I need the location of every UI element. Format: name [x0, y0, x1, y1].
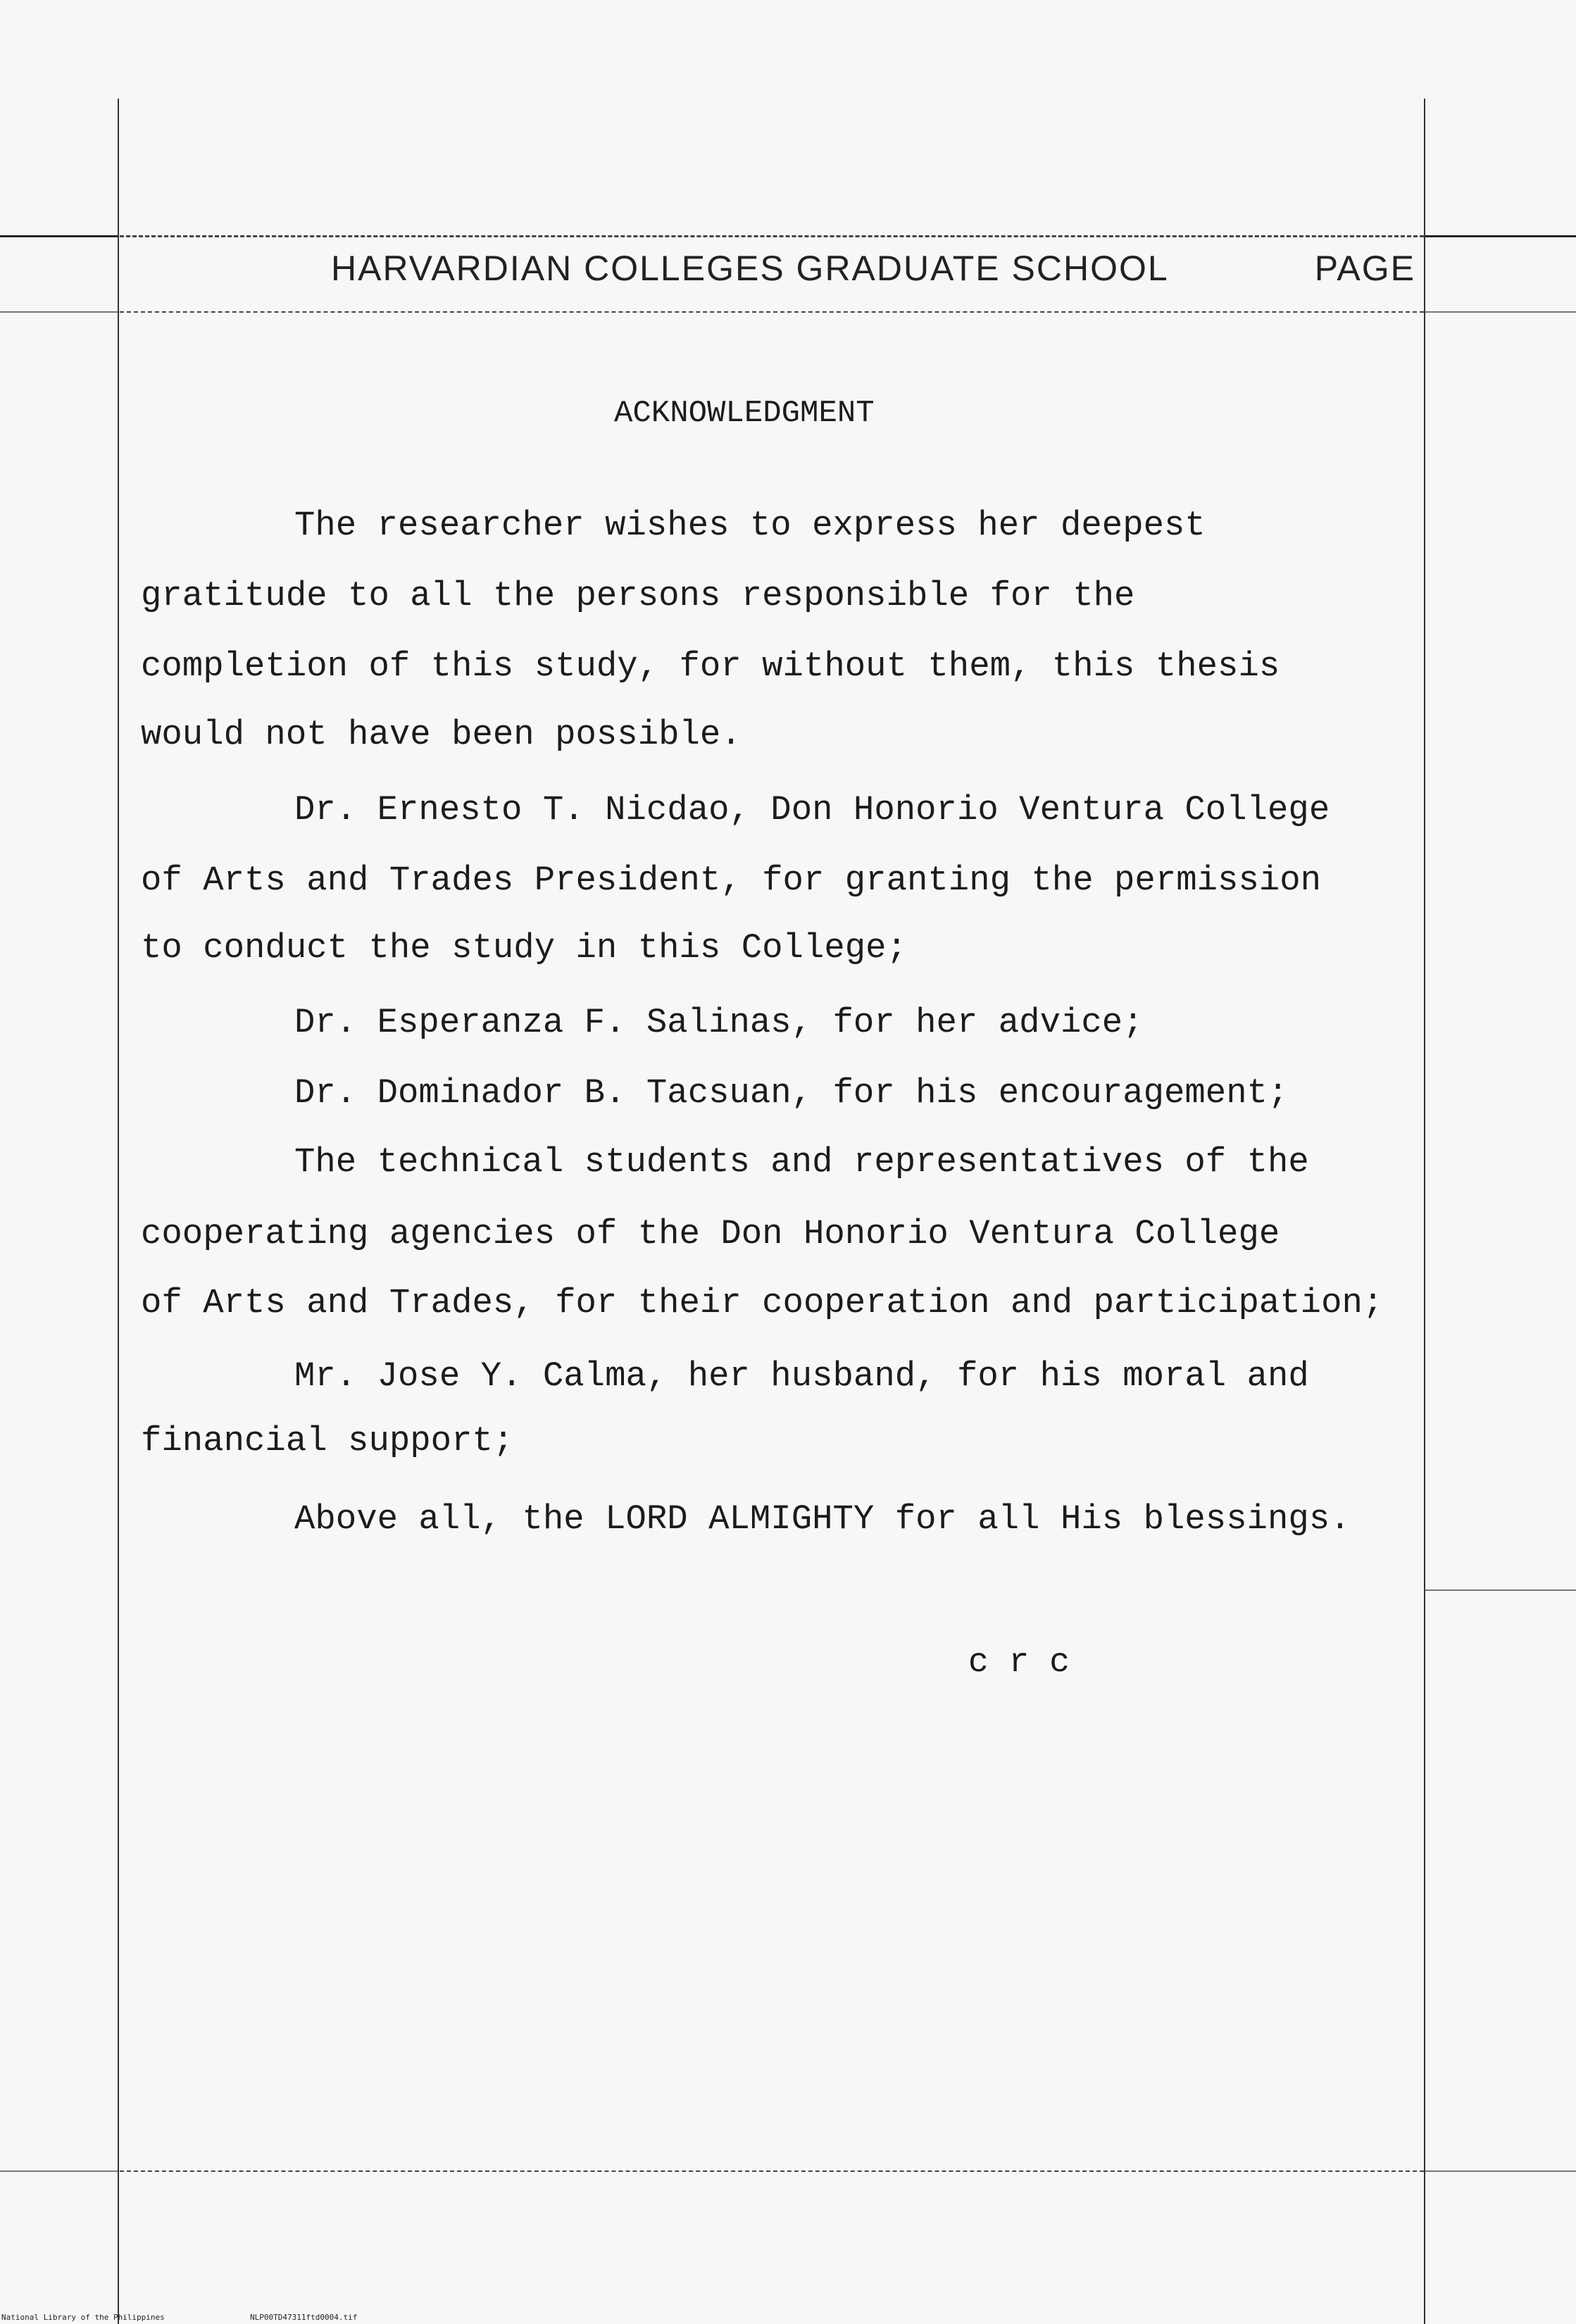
body-line: cooperating agencies of the Don Honorio Ventura College	[141, 1214, 1280, 1254]
body-line: Dr. Dominador B. Tacsuan, for his encouragement;	[294, 1073, 1289, 1113]
school-name: HARVARDIAN COLLEGES GRADUATE SCHOOL	[331, 249, 1169, 288]
document-heading: ACKNOWLEDGMENT	[614, 396, 875, 431]
body-line: Dr. Ernesto T. Nicdao, Don Honorio Ventura College	[294, 790, 1330, 830]
footer-rule-left	[0, 2170, 118, 2172]
body-line: The researcher wishes to express her deepest	[294, 506, 1206, 545]
author-initials: c r c	[968, 1644, 1070, 1682]
left-margin-line	[118, 99, 119, 2324]
footer-filename: NLP00TD47311ftd0004.tif	[250, 2313, 358, 2322]
body-line: gratitude to all the persons responsible for the	[141, 576, 1135, 616]
body-line: financial support;	[141, 1421, 514, 1461]
header-rule-right	[1425, 235, 1576, 237]
body-line: of Arts and Trades President, for granting the permission	[141, 861, 1322, 900]
body-line: Dr. Esperanza F. Salinas, for her advice;	[294, 1003, 1144, 1042]
body-line: of Arts and Trades, for their cooperation and participation;	[141, 1283, 1384, 1323]
body-line: Above all, the LORD ALMIGHTY for all His blessings.	[294, 1499, 1351, 1539]
header-bottom-rule-left	[0, 311, 118, 313]
page-label: PAGE	[1314, 249, 1415, 288]
footer-rule-right	[1425, 2170, 1576, 2172]
right-margin-line	[1424, 99, 1425, 2324]
body-line: Mr. Jose Y. Calma, her husband, for his moral and	[294, 1356, 1309, 1396]
header-bottom-rule-right	[1425, 311, 1576, 313]
right-gutter-rule	[1425, 1589, 1576, 1591]
body-line: The technical students and representatives of the	[294, 1142, 1309, 1182]
footer-library: National Library of the Philippines	[1, 2313, 165, 2322]
body-line: to conduct the study in this College;	[141, 928, 907, 968]
page-header	[331, 248, 1415, 297]
footer-rule	[120, 2170, 1424, 2172]
body-line: would not have been possible.	[141, 715, 742, 754]
header-top-rule	[120, 235, 1424, 237]
header-rule-left	[0, 235, 118, 237]
scan-footer	[0, 2311, 1576, 2324]
body-line: completion of this study, for without them, this thesis	[141, 646, 1280, 686]
header-bottom-rule	[120, 311, 1424, 313]
